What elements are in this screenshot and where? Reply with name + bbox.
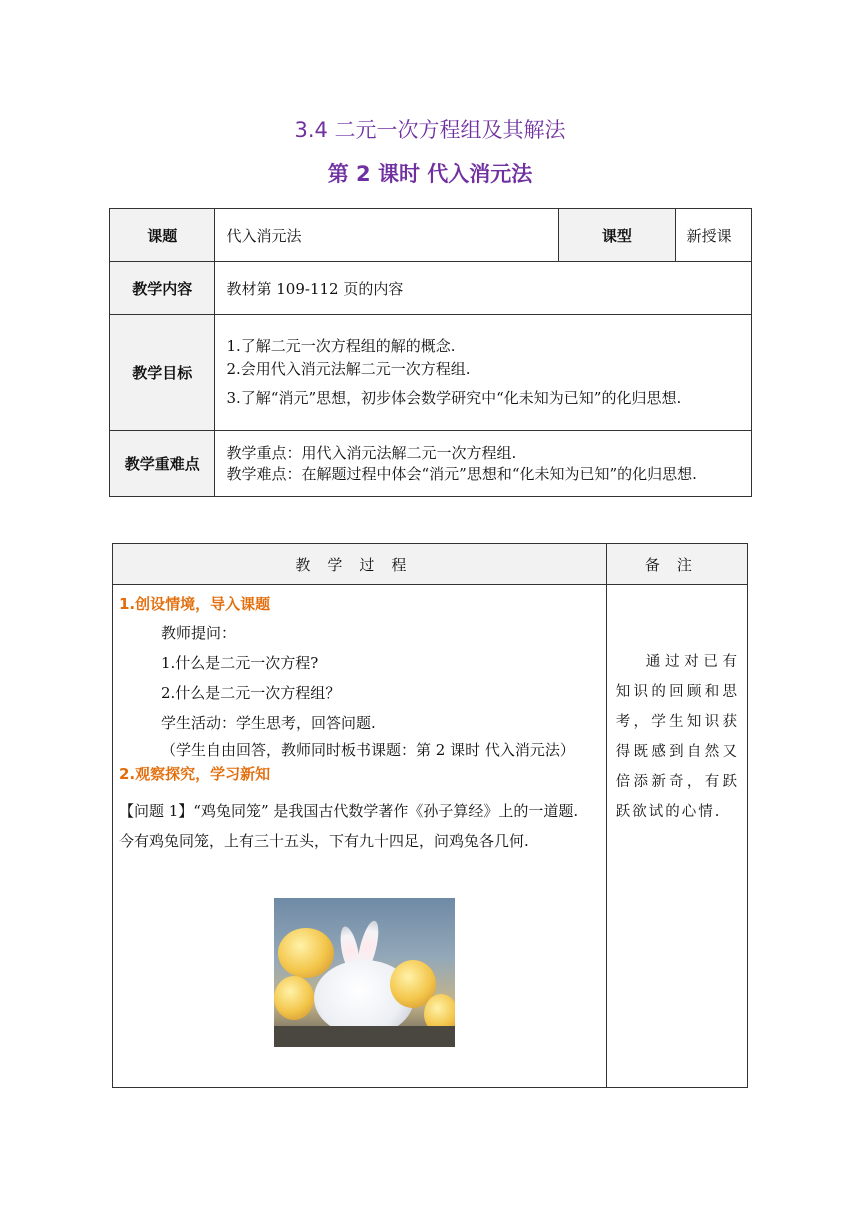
document-title: 3.4 二元一次方程组及其解法 [294,118,566,142]
notes-header: 备注 [606,544,747,585]
key-points [215,431,752,497]
topic-value: 代入消元法 [215,209,559,262]
key-point: 教学难点：在解题过程中体会“消元”思想和“化未知为已知”的化归思想. [226,464,697,483]
lesson-info-table [109,208,752,497]
goal-item: 1.了解二元一次方程组的解的概念. [226,337,456,355]
remark-text: 通过对已有知识的回顾和思考，学生知识获得既感到自然又倍添新奇，有跃跃欲试的心情. [615,654,739,820]
process-body [113,585,607,1088]
goal-item: 2.会用代入消元法解二元一次方程组. [226,360,471,378]
key-point: 教学重点：用代入消元法解二元一次方程组. [226,443,517,462]
section-heading: 1.创设情境，导入课题 [119,595,271,613]
question-item: 2.什么是二元一次方程组？ [161,684,341,702]
goals-label: 教学目标 [110,315,215,431]
key-label: 教学重难点 [110,431,215,497]
problem-text: 【问题 1】“鸡兔同笼” 是我国古代数学著作《孙子算经》上的一道题. 今有鸡兔同笼，上有三十五头，下有九十四足，问鸡兔各几何. [119,802,579,850]
chicks-and-rabbit-photo [274,898,455,1047]
document-subtitle: 第 2 课时 代入消元法 [327,162,533,186]
student-activity: 学生活动：学生思考，回答问题. [161,714,376,732]
section-heading: 2.观察探究，学习新知 [119,765,271,783]
teaching-process-table [112,543,748,1088]
goal-item: 3.了解“消元”思想，初步体会数学研究中“化未知为已知”的化归思想. [226,389,682,407]
type-label: 课型 [559,209,676,262]
teacher-ask: 教师提问： [161,624,237,642]
process-header: 教学过程 [113,544,607,585]
goals-list [215,315,752,431]
remark-cell [606,585,747,1088]
content-label: 教学内容 [110,262,215,315]
topic-label: 课题 [110,209,215,262]
question-item: 1.什么是二元一次方程? [161,654,319,672]
type-value: 新授课 [675,209,751,262]
content-value: 教材第 109-112 页的内容 [215,262,752,315]
board-note: （学生自由回答，教师同时板书课题：第 2 课时 代入消元法） [161,741,575,759]
